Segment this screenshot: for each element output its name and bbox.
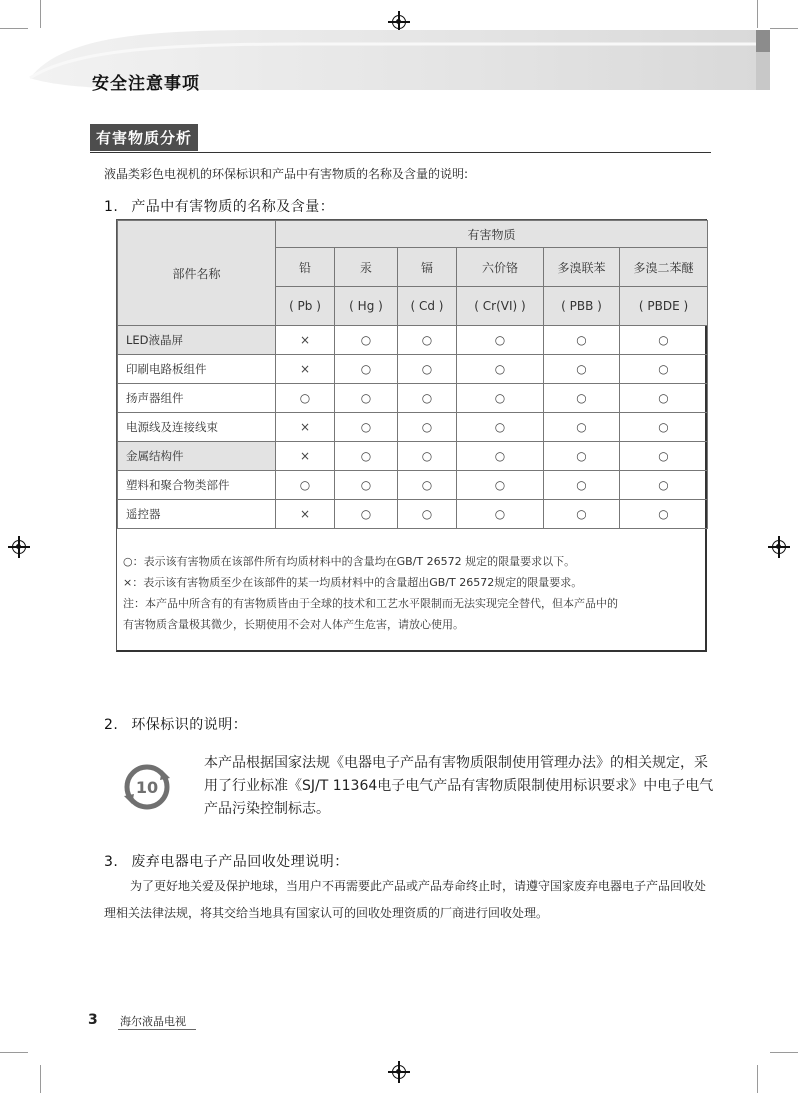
table-row <box>118 355 708 384</box>
substance-mark: ○ <box>544 355 620 384</box>
divider <box>118 1029 196 1030</box>
substance-mark: × <box>276 442 335 471</box>
note-line: ×：表示该有害物质至少在该部件的某一均质材料中的含量超出GB/T 26572规定的限量要求。 <box>123 576 583 589</box>
substance-symbol: ( PBB ) <box>544 287 620 326</box>
substance-mark: ○ <box>544 442 620 471</box>
table-notes <box>117 529 705 635</box>
table-row <box>118 442 708 471</box>
substance-name: 镉 <box>398 248 457 287</box>
heading-1 <box>104 196 334 216</box>
registration-mark-icon <box>12 540 26 554</box>
heading-number: 2. <box>104 717 119 733</box>
heading-number: 1. <box>104 199 119 215</box>
page-number: 3 <box>88 1012 98 1028</box>
substance-mark: ○ <box>457 442 544 471</box>
heading-number: 3. <box>104 854 119 870</box>
table-row <box>118 413 708 442</box>
substance-mark: ○ <box>620 384 708 413</box>
hazardous-substance-table <box>116 219 707 652</box>
part-name: 遥控器 <box>118 500 276 529</box>
substance-mark: ○ <box>457 384 544 413</box>
part-name: 印刷电路板组件 <box>118 355 276 384</box>
heading-2 <box>104 714 247 734</box>
note-line: 注：本产品中所含有的有害物质皆由于全球的技术和工艺水平限制而无法实现完全替代，但本产品中的 <box>123 597 618 610</box>
substance-mark: ○ <box>544 326 620 355</box>
substance-mark: ○ <box>335 471 398 500</box>
substance-mark: ○ <box>398 384 457 413</box>
eco-logo-number: 10 <box>135 778 159 797</box>
substance-mark: ○ <box>335 442 398 471</box>
recycle-description: 为了更好地关爱及保护地球，当用户不再需要此产品或产品寿命终止时，请遵守国家废弃电器电子产品回收处理相关法律法规，将其交给当地具有国家认可的回收处理资质的厂商进行回收处理。 <box>104 879 707 920</box>
substance-mark: ○ <box>398 413 457 442</box>
substance-mark: ○ <box>457 355 544 384</box>
note-line: 有害物质含量极其微少，长期使用不会对人体产生危害，请放心使用。 <box>123 618 464 631</box>
footer-brand: 海尔液晶电视 <box>120 1015 186 1028</box>
substance-mark: ○ <box>276 471 335 500</box>
substance-mark: ○ <box>544 413 620 442</box>
substance-mark: ○ <box>335 500 398 529</box>
crop-mark <box>0 1052 28 1053</box>
substance-symbol: ( Hg ) <box>335 287 398 326</box>
heading-text: 环保标识的说明： <box>131 717 248 733</box>
section-title: 安全注意事项 <box>92 74 200 94</box>
table-row <box>118 471 708 500</box>
substance-name: 铅 <box>276 248 335 287</box>
substance-mark: ○ <box>620 355 708 384</box>
substance-mark: ○ <box>457 471 544 500</box>
part-name: 电源线及连接线束 <box>118 413 276 442</box>
registration-mark-icon <box>392 1065 406 1079</box>
substance-group-header: 有害物质 <box>276 221 708 248</box>
substance-name: 多溴联苯 <box>544 248 620 287</box>
heading-text: 产品中有害物质的名称及含量： <box>131 199 335 215</box>
substance-mark: ○ <box>457 413 544 442</box>
substance-name: 多溴二苯醚 <box>620 248 708 287</box>
note-line: ○：表示该有害物质在该部件所有均质材料中的含量均在GB/T 26572 规定的限量要求以下。 <box>123 555 576 568</box>
substance-mark: ○ <box>335 384 398 413</box>
intro-text: 液晶类彩色电视机的环保标识和产品中有害物质的名称及含量的说明: <box>104 167 469 181</box>
substance-mark: ○ <box>544 471 620 500</box>
substance-mark: ○ <box>620 413 708 442</box>
table-row <box>118 500 708 529</box>
substance-name: 汞 <box>335 248 398 287</box>
part-name: 塑料和聚合物类部件 <box>118 471 276 500</box>
part-name: 金属结构件 <box>118 442 276 471</box>
section-tag: 有害物质分析 <box>90 124 198 151</box>
substance-mark: ○ <box>620 500 708 529</box>
substance-mark: ○ <box>544 384 620 413</box>
substance-symbol: ( Cr(VI) ) <box>457 287 544 326</box>
heading-3 <box>104 851 349 871</box>
substance-mark: ○ <box>620 326 708 355</box>
table-row <box>118 384 708 413</box>
part-name-header: 部件名称 <box>118 221 276 326</box>
substance-name: 六价铬 <box>457 248 544 287</box>
substance-mark: ○ <box>335 355 398 384</box>
substance-table <box>117 220 708 529</box>
substance-mark: ○ <box>398 442 457 471</box>
part-name: LED液晶屏 <box>118 326 276 355</box>
part-name: 扬声器组件 <box>118 384 276 413</box>
substance-mark: × <box>276 413 335 442</box>
substance-mark: ○ <box>398 500 457 529</box>
crop-mark <box>770 1052 798 1053</box>
env-mark-description: 本产品根据国家法规《电器电子产品有害物质限制使用管理办法》的相关规定，采用了行业标准《SJ/T 11364电子电气产品有害物质限制使用标识要求》中电子电气产品污染控制标志。 <box>204 755 714 817</box>
substance-mark: × <box>276 500 335 529</box>
substance-mark: ○ <box>276 384 335 413</box>
substance-mark: ○ <box>398 471 457 500</box>
substance-mark: ○ <box>620 442 708 471</box>
crop-mark <box>40 1065 41 1093</box>
substance-mark: ○ <box>398 326 457 355</box>
substance-symbol: ( Pb ) <box>276 287 335 326</box>
crop-mark <box>757 1065 758 1093</box>
substance-mark: × <box>276 326 335 355</box>
substance-mark: ○ <box>457 326 544 355</box>
substance-mark: ○ <box>398 355 457 384</box>
substance-mark: ○ <box>544 500 620 529</box>
divider <box>90 152 711 153</box>
substance-mark: ○ <box>335 326 398 355</box>
registration-mark-icon <box>772 540 786 554</box>
substance-symbol: ( PBDE ) <box>620 287 708 326</box>
heading-text: 废弃电器电子产品回收处理说明： <box>131 854 349 870</box>
table-row <box>118 326 708 355</box>
substance-symbol: ( Cd ) <box>398 287 457 326</box>
substance-mark: × <box>276 355 335 384</box>
eco-10-recycle-icon <box>124 764 170 810</box>
substance-mark: ○ <box>335 413 398 442</box>
substance-mark: ○ <box>620 471 708 500</box>
substance-mark: ○ <box>457 500 544 529</box>
